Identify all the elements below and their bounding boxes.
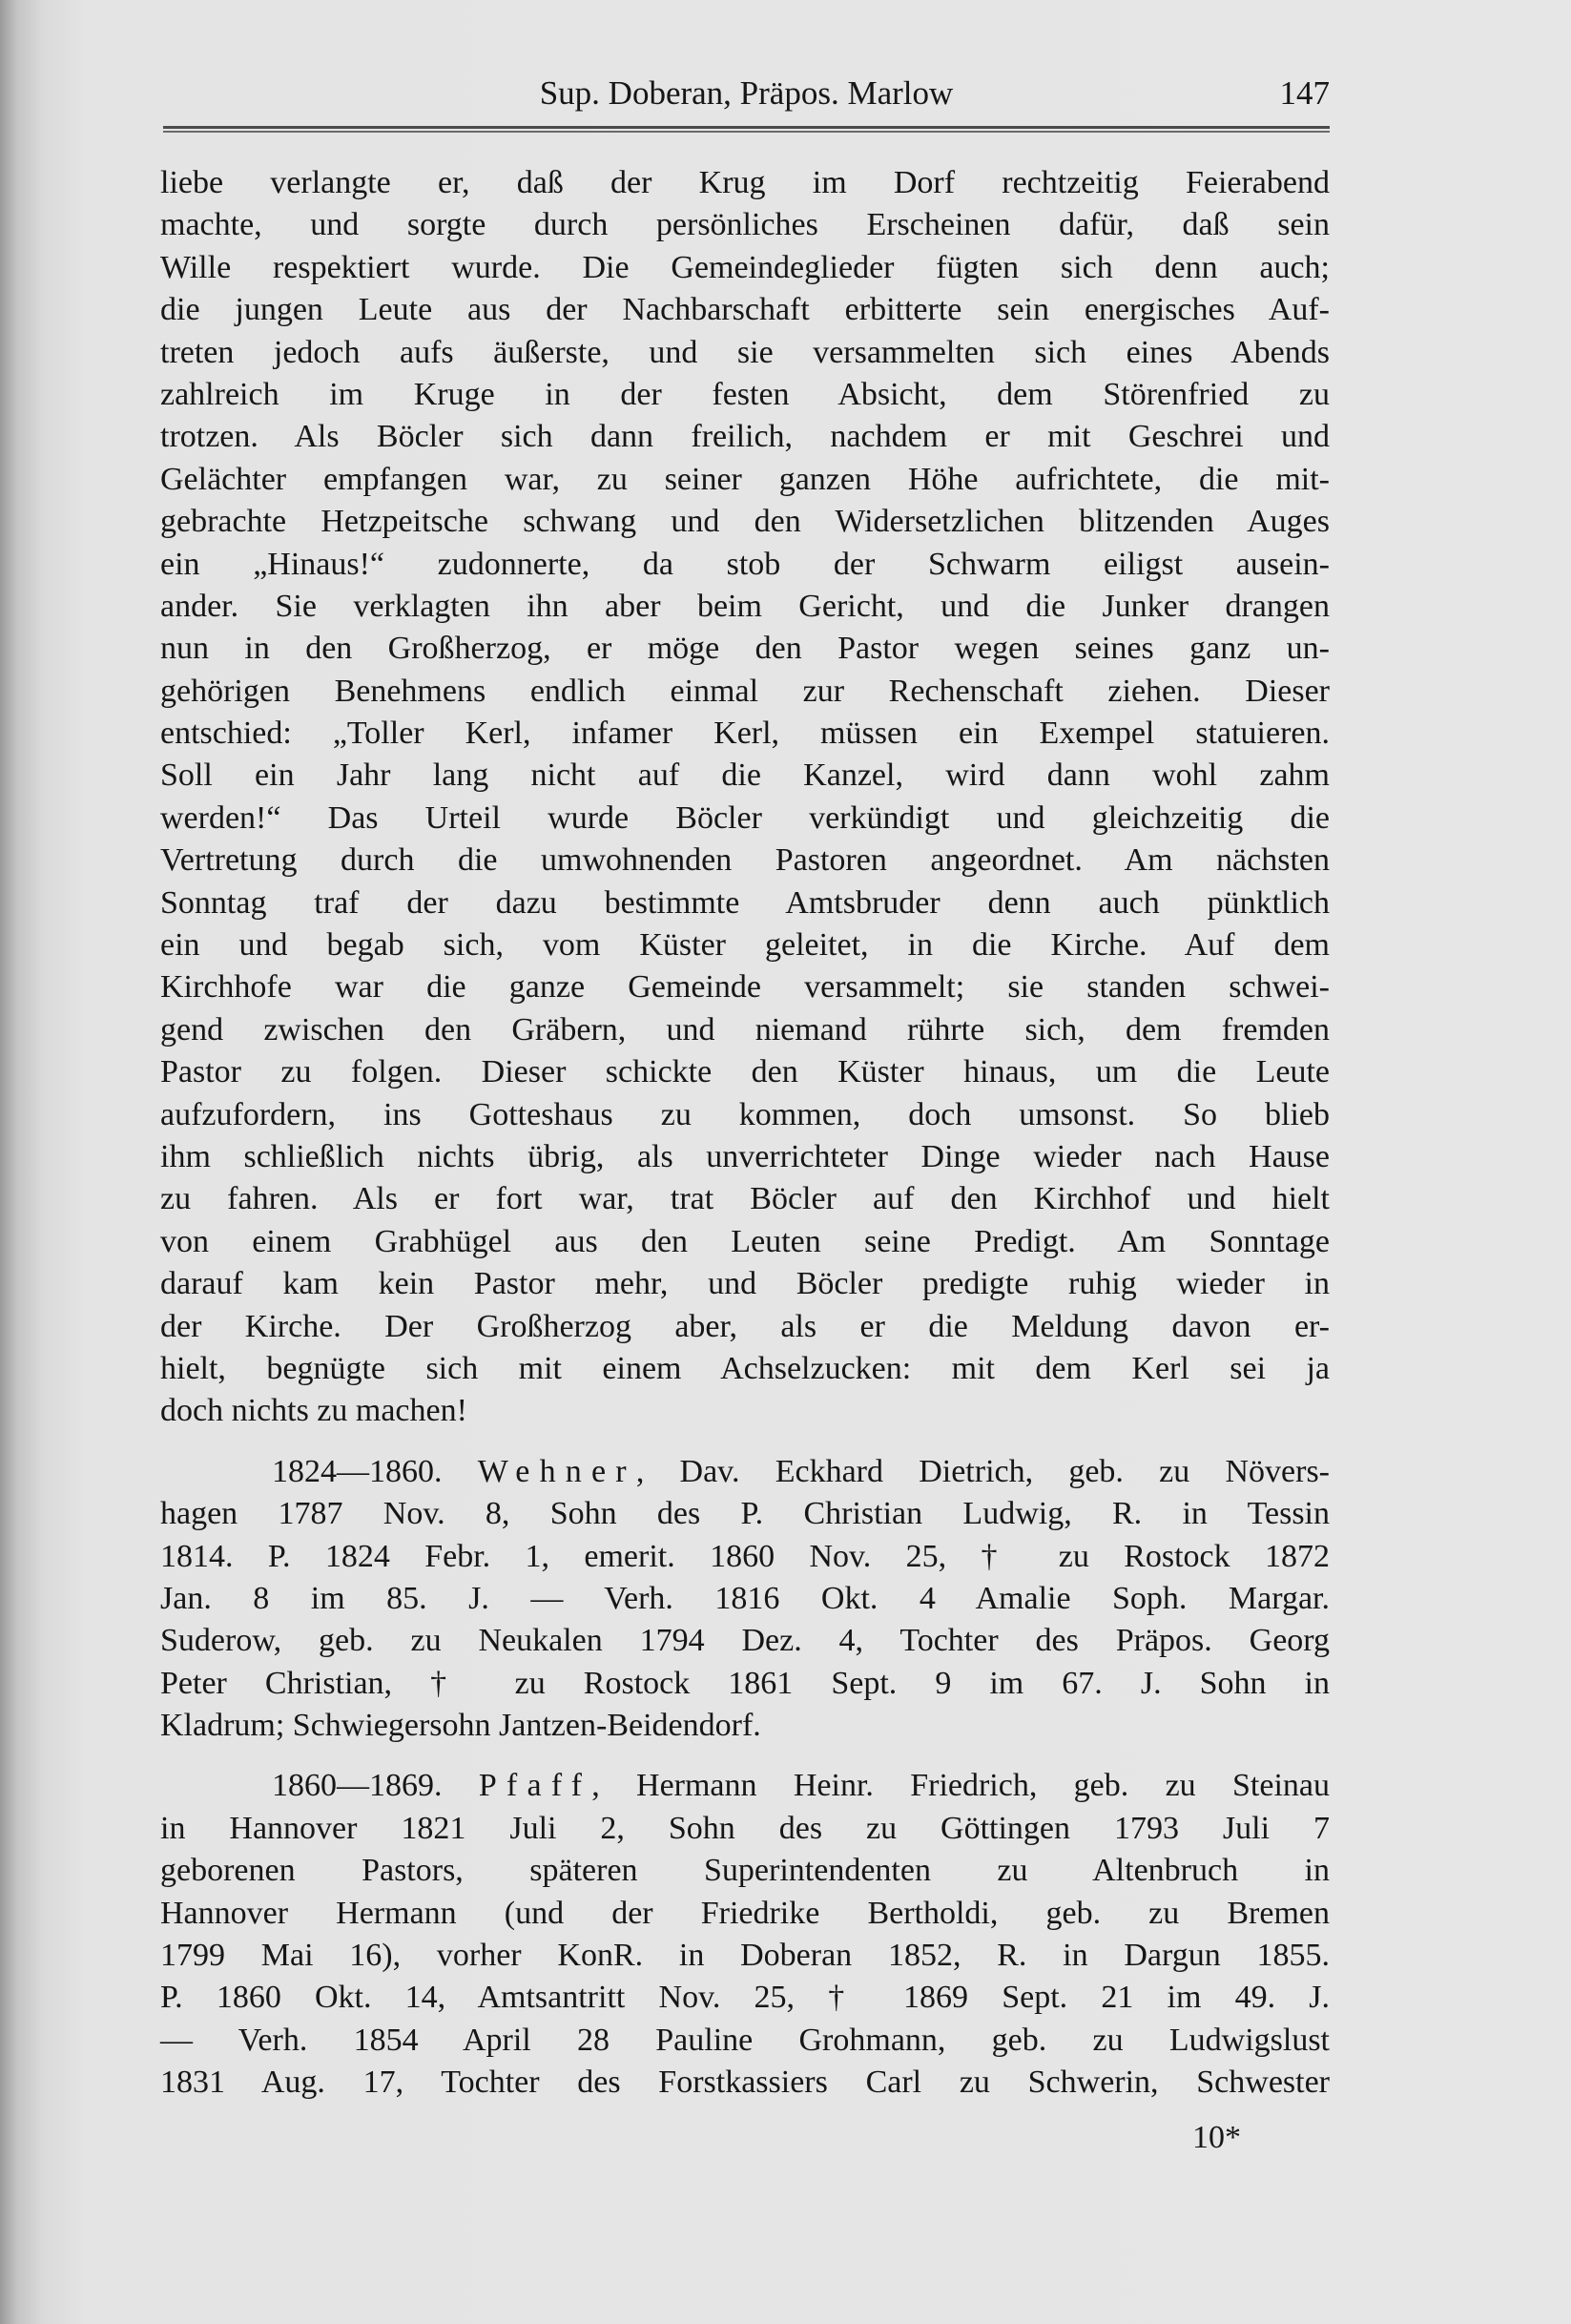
text-line: Kirchhofe war die ganze Gemeinde versammelt; sie standen schwei-	[160, 969, 1330, 1006]
text-line: werden!“ Das Urteil wurde Böcler verkündigt und gleichzeitig die	[160, 799, 1330, 836]
text-line: Gelächter empfangen war, zu seiner ganzen Höhe aufrichtete, die mit-	[160, 461, 1330, 497]
text-line: liebe verlangte er, daß der Krug im Dorf rechtzeitig Feierabend	[160, 165, 1330, 200]
text-line: Sonntag traf der dazu bestimmte Amtsbruder denn auch pünktlich	[160, 884, 1330, 921]
text-line: Soll ein Jahr lang nicht auf die Kanzel, wird dann wohl zahm	[160, 757, 1330, 794]
text-segment: , Dav. Eckhard Dietrich, geb. zu Növers-	[635, 1453, 1330, 1489]
text-line: in Hannover 1821 Juli 2, Sohn des zu Göttingen 1793 Juli 7	[160, 1810, 1330, 1846]
entry-name: Wehner	[477, 1453, 636, 1489]
text-line: P. 1860 Okt. 14, Amtsantritt Nov. 25, † 1869 Sept. 21 im 49. J.	[160, 1980, 1330, 2016]
text-segment: , Hermann Heinr. Friedrich, geb. zu Steinau	[591, 1768, 1330, 1804]
text-line: machte, und sorgte durch persönliches Erscheinen dafür, daß sein	[160, 207, 1330, 243]
text-line: nun in den Großherzog, er möge den Pastor wegen seines ganz un-	[160, 631, 1330, 667]
text-line: Kladrum; Schwiegersohn Jantzen-Beidendorf.	[160, 1708, 761, 1744]
header-title: Sup. Doberan, Präpos. Marlow	[539, 74, 954, 112]
text-line: 1814. P. 1824 Febr. 1, emerit. 1860 Nov. 25, † zu Rostock 1872	[160, 1538, 1330, 1574]
text-line: Hannover Hermann (und der Friedrike Bertholdi, geb. zu Bremen	[160, 1895, 1330, 1931]
text-line	[160, 1451, 1330, 1493]
text-line: 1831 Aug. 17, Tochter des Forstkassiers Carl zu Schwerin, Schwester	[160, 2065, 1330, 2101]
text-line: Pastor zu folgen. Dieser schickte den Küster hinaus, um die Leute	[160, 1054, 1330, 1090]
text-line: hagen 1787 Nov. 8, Sohn des P. Christian Ludwig, R. in Tessin	[160, 1496, 1330, 1532]
text-line: 1799 Mai 16), vorher KonR. in Doberan 1852, R. in Dargun 1855.	[160, 1938, 1330, 1974]
text-line: zahlreich im Kruge in der festen Absicht, dem Störenfried zu	[160, 376, 1330, 412]
paragraph	[160, 162, 1330, 1433]
text-line: gebrachte Hetzpeitsche schwang und den Widersetzlichen blitzenden Auges	[160, 504, 1330, 540]
text-line: gehörigen Benehmens endlich einmal zur Rechenschaft ziehen. Dieser	[160, 673, 1330, 709]
text-line: ihm schließlich nichts übrig, als unverrichteter Dinge wieder nach Hause	[160, 1138, 1330, 1174]
text-line: treten jedoch aufs äußerste, und sie versammelten sich eines Abends	[160, 334, 1330, 370]
text-line: Wille respektiert wurde. Die Gemeindeglieder fügten sich denn auch;	[160, 249, 1330, 285]
text-line: Suderow, geb. zu Neukalen 1794 Dez. 4, Tochter des Präpos. Georg	[160, 1623, 1330, 1659]
signature-mark: 10*	[1192, 2120, 1241, 2155]
text-line	[160, 1765, 1330, 1807]
paragraph	[160, 1451, 1330, 1748]
running-header	[163, 74, 1330, 116]
text-line: gend zwischen den Gräbern, und niemand rührte sich, dem fremden	[160, 1011, 1330, 1048]
text-line: ein „Hinaus!“ zudonnerte, da stob der Schwarm eiligst ausein-	[160, 546, 1330, 582]
text-line: ein und begab sich, vom Küster geleitet, in die Kirche. Auf dem	[160, 927, 1330, 964]
text-line: Peter Christian, † zu Rostock 1861 Sept. 9 im 67. J. Sohn in	[160, 1665, 1330, 1701]
text-line: aufzufordern, ins Gotteshaus zu kommen, doch umsonst. So blieb	[160, 1096, 1330, 1132]
text-line: die jungen Leute aus der Nachbarschaft erbitterte sein energisches Auf-	[160, 292, 1330, 328]
text-line: Vertretung durch die umwohnenden Pastoren angeordnet. Am nächsten	[160, 842, 1330, 879]
text-line: doch nichts zu machen!	[160, 1393, 467, 1429]
entry-name: Pfaff	[478, 1768, 592, 1804]
text-line: ander. Sie verklagten ihn aber beim Gericht, und die Junker drangen	[160, 588, 1330, 624]
text-line: darauf kam kein Pastor mehr, und Böcler predigte ruhig wieder in	[160, 1266, 1330, 1302]
text-line: hielt, begnügte sich mit einem Achselzucken: mit dem Kerl sei ja	[160, 1350, 1330, 1386]
paragraph	[160, 1765, 1330, 2104]
text-line: von einem Grabhügel aus den Leuten seine Predigt. Am Sonntage	[160, 1223, 1330, 1259]
text-segment: 1860—1869.	[272, 1768, 479, 1804]
text-line: trotzen. Als Böcler sich dann freilich, nachdem er mit Geschrei und	[160, 419, 1330, 455]
text-line: zu fahren. Als er fort war, trat Böcler auf den Kirchhof und hielt	[160, 1181, 1330, 1217]
text-line: — Verh. 1854 April 28 Pauline Grohmann, geb. zu Ludwigslust	[160, 2022, 1330, 2058]
header-rule-secondary	[163, 131, 1330, 133]
page-number: 147	[1279, 74, 1330, 112]
text-segment: 1824—1860.	[272, 1453, 478, 1489]
text-line: entschied: „Toller Kerl, infamer Kerl, müssen ein Exempel statuieren.	[160, 716, 1330, 752]
page-body	[160, 162, 1330, 2123]
text-line: der Kirche. Der Großherzog aber, als er die Meldung davon er-	[160, 1308, 1330, 1344]
text-line: geborenen Pastors, späteren Superintendenten zu Altenbruch in	[160, 1853, 1330, 1889]
text-line: Jan. 8 im 85. J. — Verh. 1816 Okt. 4 Amalie Soph. Margar.	[160, 1580, 1330, 1616]
header-rule	[163, 126, 1330, 129]
